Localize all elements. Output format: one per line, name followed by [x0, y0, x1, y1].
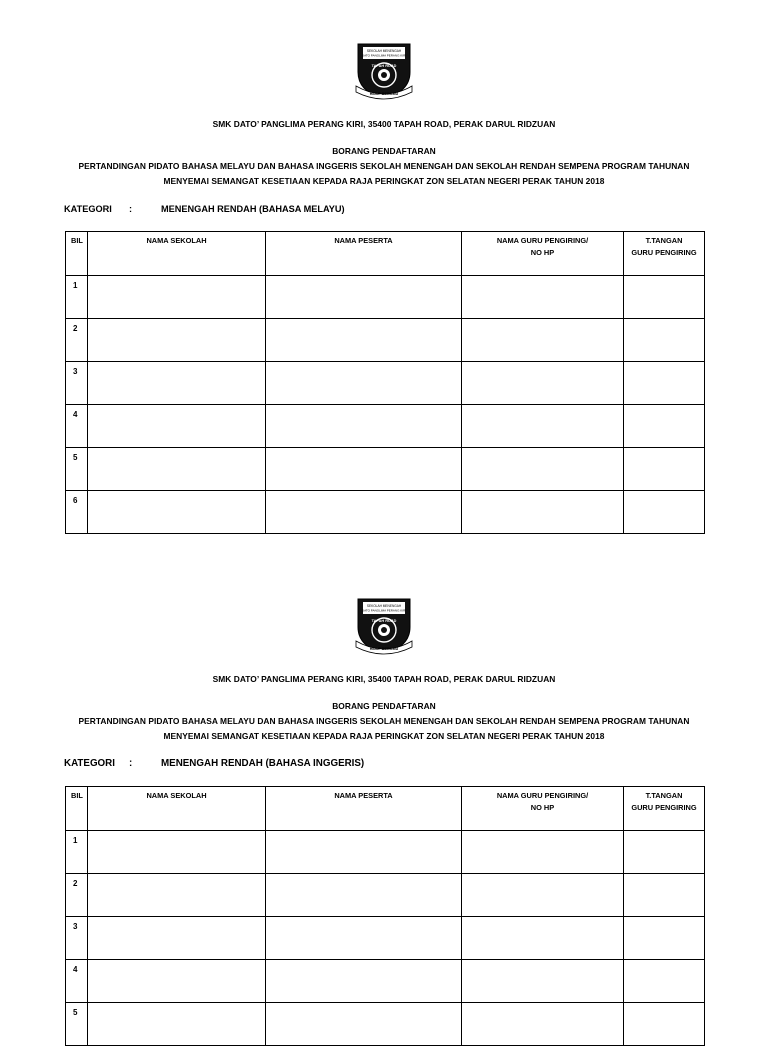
- signature-cell[interactable]: [624, 1003, 705, 1046]
- header-nama-guru-text: NAMA GURU PENGIRING/: [496, 236, 589, 245]
- school-name-cell[interactable]: [88, 362, 266, 405]
- kategori-colon: :: [129, 204, 133, 214]
- table-row: [66, 831, 705, 874]
- row-number: 5: [66, 448, 88, 491]
- svg-text:SEKOLAH MENENGAH: SEKOLAH MENENGAH: [366, 604, 402, 608]
- header-nama-peserta-text: NAMA PESERTA: [334, 236, 393, 245]
- table-row: [66, 405, 705, 448]
- row-number: 1: [66, 276, 88, 319]
- svg-text:HIDUP BERILMU: HIDUP BERILMU: [369, 647, 399, 651]
- header-nama-sekolah-text: NAMA SEKOLAH: [146, 236, 207, 245]
- participant-name-cell[interactable]: [266, 831, 462, 874]
- header-tandatangan-text: GURU PENGIRING: [631, 803, 697, 812]
- participant-name-cell[interactable]: [266, 1003, 462, 1046]
- svg-text:SEKOLAH MENENGAH: SEKOLAH MENENGAH: [366, 49, 402, 53]
- school-address: SMK DATO’ PANGLIMA PERANG KIRI, 35400 TAPAH ROAD, PERAK DARUL RIDZUAN: [212, 119, 556, 129]
- table-row: [66, 319, 705, 362]
- form-title-line-1: PERTANDINGAN PIDATO BAHASA MELAYU DAN BAHASA INGGERIS SEKOLAH MENENGAH DAN SEKOLAH RENDAH SEMPENA PROGRAM TAHUNAN: [78, 716, 690, 726]
- header-bil-text: BIL: [71, 791, 83, 800]
- signature-cell[interactable]: [624, 362, 705, 405]
- kategori-label: KATEGORI: [64, 758, 115, 769]
- header-tandatangan-text: GURU PENGIRING: [631, 248, 697, 257]
- signature-cell[interactable]: [624, 874, 705, 917]
- table-row: [66, 917, 705, 960]
- header-tandatangan: [624, 787, 705, 831]
- kategori-value: MENENGAH RENDAH (BAHASA INGGERIS): [161, 758, 365, 769]
- signature-cell[interactable]: [624, 319, 705, 362]
- school-name-cell[interactable]: [88, 491, 266, 534]
- header-tandatangan: [624, 232, 705, 276]
- signature-cell[interactable]: [624, 831, 705, 874]
- header-nama-guru-text: NO HP: [530, 248, 555, 257]
- registration-table: [65, 786, 705, 1046]
- teacher-phone-cell[interactable]: [462, 276, 624, 319]
- row-number: 3: [66, 917, 88, 960]
- table-row: [66, 874, 705, 917]
- svg-text:HIDUP BERILMU: HIDUP BERILMU: [369, 92, 399, 96]
- svg-text:TAPAH ROAD: TAPAH ROAD: [371, 619, 397, 623]
- teacher-phone-cell[interactable]: [462, 1003, 624, 1046]
- row-number: 4: [66, 960, 88, 1003]
- table-row: [66, 276, 705, 319]
- header-nama-peserta: [266, 787, 462, 831]
- kategori-value: MENENGAH RENDAH (BAHASA MELAYU): [161, 204, 345, 214]
- teacher-phone-cell[interactable]: [462, 448, 624, 491]
- school-name-cell[interactable]: [88, 319, 266, 362]
- header-nama-peserta-text: NAMA PESERTA: [334, 791, 393, 800]
- header-bil-text: BIL: [71, 236, 83, 245]
- school-name-cell[interactable]: [88, 917, 266, 960]
- form-title-line-2: MENYEMAI SEMANGAT KESETIAAN KEPADA RAJA PERINGKAT ZON SELATAN NEGERI PERAK TAHUN 2018: [163, 731, 605, 741]
- header-tandatangan-text: T.TANGAN: [645, 791, 683, 800]
- participant-name-cell[interactable]: [266, 405, 462, 448]
- table-row: [66, 1003, 705, 1046]
- svg-text:DATO PANGLIMA PERANG KIRI: DATO PANGLIMA PERANG KIRI: [361, 608, 407, 613]
- kategori-label: KATEGORI: [64, 204, 112, 214]
- form-title-line-1: PERTANDINGAN PIDATO BAHASA MELAYU DAN BAHASA INGGERIS SEKOLAH MENENGAH DAN SEKOLAH RENDAH SEMPENA PROGRAM TAHUNAN: [78, 161, 690, 171]
- teacher-phone-cell[interactable]: [462, 831, 624, 874]
- school-name-cell[interactable]: [88, 276, 266, 319]
- header-nama-sekolah-text: NAMA SEKOLAH: [146, 791, 207, 800]
- participant-name-cell[interactable]: [266, 491, 462, 534]
- teacher-phone-cell[interactable]: [462, 319, 624, 362]
- row-number: 3: [66, 362, 88, 405]
- header-bil: [66, 232, 88, 276]
- school-name-cell[interactable]: [88, 874, 266, 917]
- participant-name-cell[interactable]: [266, 319, 462, 362]
- participant-name-cell[interactable]: [266, 917, 462, 960]
- row-number: 4: [66, 405, 88, 448]
- header-bil: [66, 787, 88, 831]
- participant-name-cell[interactable]: [266, 448, 462, 491]
- teacher-phone-cell[interactable]: [462, 874, 624, 917]
- header-tandatangan-text: T.TANGAN: [645, 236, 683, 245]
- row-number: 6: [66, 491, 88, 534]
- table-row: [66, 448, 705, 491]
- row-number: 2: [66, 319, 88, 362]
- signature-cell[interactable]: [624, 917, 705, 960]
- table-row: [66, 362, 705, 405]
- school-name-cell[interactable]: [88, 960, 266, 1003]
- teacher-phone-cell[interactable]: [462, 960, 624, 1003]
- header-nama-guru: [462, 232, 624, 276]
- school-address: SMK DATO’ PANGLIMA PERANG KIRI, 35400 TAPAH ROAD, PERAK DARUL RIDZUAN: [212, 674, 556, 684]
- header-nama-sekolah: [88, 232, 266, 276]
- school-name-cell[interactable]: [88, 831, 266, 874]
- svg-text:TAPAH ROAD: TAPAH ROAD: [371, 64, 397, 68]
- table-header-row: [66, 787, 705, 831]
- row-number: 5: [66, 1003, 88, 1046]
- svg-text:DATO PANGLIMA PERANG KIRI: DATO PANGLIMA PERANG KIRI: [361, 53, 407, 58]
- registration-table: [65, 231, 705, 534]
- participant-name-cell[interactable]: [266, 960, 462, 1003]
- signature-cell[interactable]: [624, 491, 705, 534]
- signature-cell[interactable]: [624, 276, 705, 319]
- header-nama-peserta: [266, 232, 462, 276]
- teacher-phone-cell[interactable]: [462, 362, 624, 405]
- school-crest-logo: [354, 42, 414, 100]
- table-row: [66, 491, 705, 534]
- header-nama-guru: [462, 787, 624, 831]
- teacher-phone-cell[interactable]: [462, 917, 624, 960]
- row-number: 2: [66, 874, 88, 917]
- row-number: 1: [66, 831, 88, 874]
- signature-cell[interactable]: [624, 405, 705, 448]
- teacher-phone-cell[interactable]: [462, 491, 624, 534]
- participant-name-cell[interactable]: [266, 874, 462, 917]
- form-name: BORANG PENDAFTARAN: [332, 146, 436, 156]
- teacher-phone-cell[interactable]: [462, 405, 624, 448]
- header-nama-guru-text: NO HP: [530, 803, 555, 812]
- school-name-cell[interactable]: [88, 448, 266, 491]
- participant-name-cell[interactable]: [266, 276, 462, 319]
- table-row: [66, 960, 705, 1003]
- signature-cell[interactable]: [624, 960, 705, 1003]
- form-name: BORANG PENDAFTARAN: [332, 701, 436, 711]
- form-title-line-2: MENYEMAI SEMANGAT KESETIAAN KEPADA RAJA PERINGKAT ZON SELATAN NEGERI PERAK TAHUN 2018: [163, 176, 605, 186]
- school-name-cell[interactable]: [88, 405, 266, 448]
- header-nama-guru-text: NAMA GURU PENGIRING/: [496, 791, 589, 800]
- header-nama-sekolah: [88, 787, 266, 831]
- school-name-cell[interactable]: [88, 1003, 266, 1046]
- kategori-colon: :: [129, 758, 133, 769]
- table-header-row: [66, 232, 705, 276]
- school-crest-logo: [354, 597, 414, 655]
- participant-name-cell[interactable]: [266, 362, 462, 405]
- signature-cell[interactable]: [624, 448, 705, 491]
